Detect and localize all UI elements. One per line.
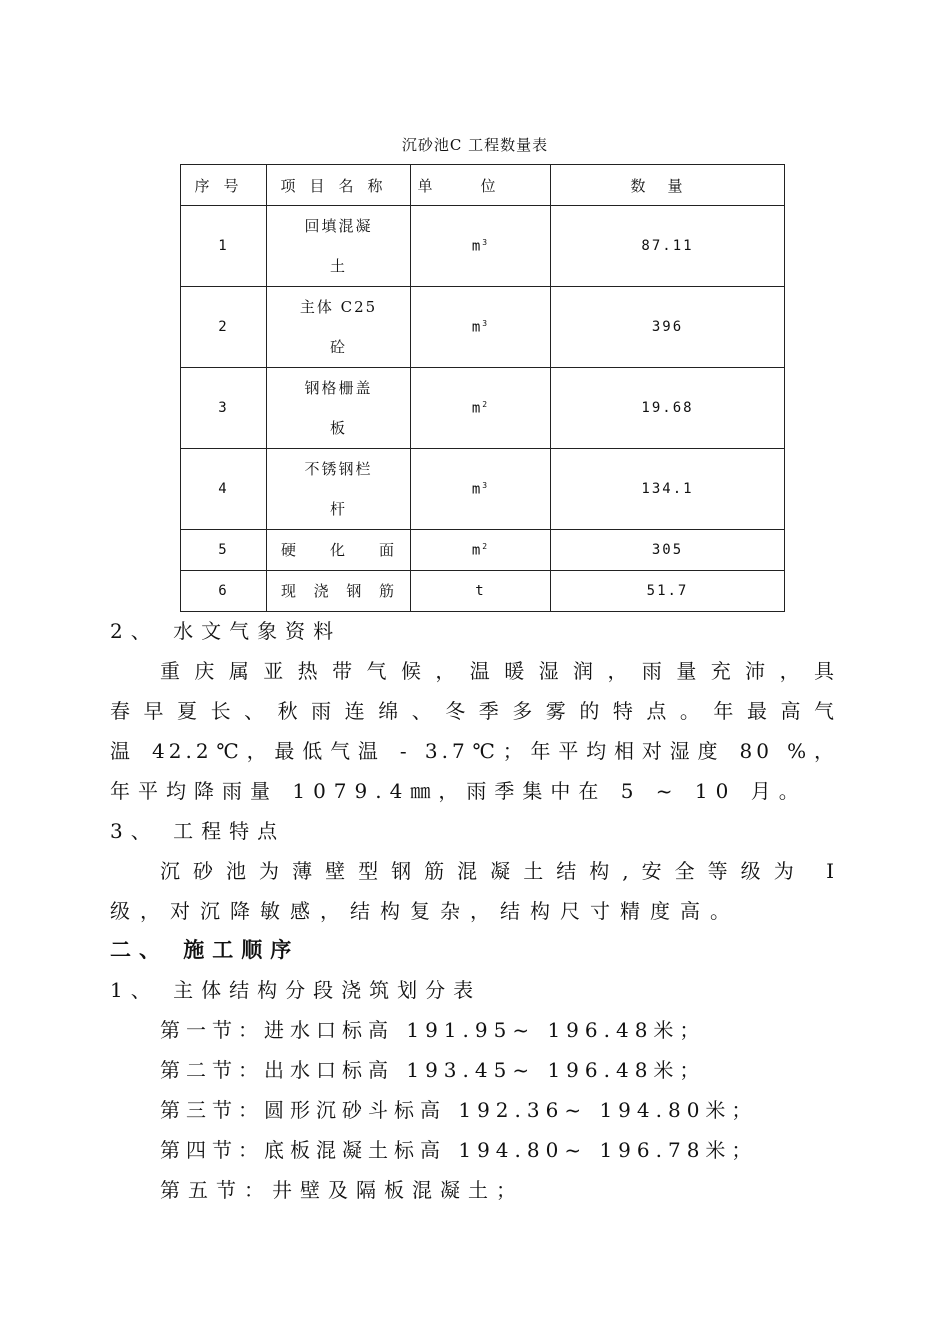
cell-qty: 51.7 — [551, 571, 785, 612]
cell-unit — [411, 571, 551, 612]
cell-seq: 4 — [181, 449, 267, 530]
unit-text: m — [471, 319, 483, 336]
cell-qty: 134.1 — [551, 449, 785, 530]
cell-name: 硬化面 — [267, 530, 411, 571]
cell-seq: 6 — [181, 571, 267, 612]
table-row — [181, 530, 785, 571]
chapter-construction-sequence — [110, 930, 838, 970]
unit-text: m — [471, 542, 483, 559]
cell-unit — [411, 368, 551, 449]
cell-qty: 87.11 — [551, 206, 785, 287]
paragraph-line: 沉砂池为薄壁型钢筋混凝土结构,安全等级为 I — [160, 859, 838, 883]
section-hydrology — [110, 611, 838, 811]
cell-seq: 1 — [181, 206, 267, 287]
name-line2: 板 — [329, 419, 347, 437]
name-line1: 不锈钢栏 — [304, 460, 373, 478]
cell-unit — [411, 449, 551, 530]
unit-sup: 3 — [482, 318, 490, 328]
cell-seq: 5 — [181, 530, 267, 571]
cell-unit — [411, 530, 551, 571]
table-row — [181, 571, 785, 612]
section-pour-segments — [110, 970, 838, 1210]
unit-text: t — [475, 583, 486, 599]
unit-text: m — [471, 238, 483, 255]
list-item: 第四节：底板混凝土标高 194.80~ 196.78米； — [160, 1138, 758, 1162]
section-heading: 2、 水文气象资料 — [110, 619, 342, 643]
chapter-heading: 二、 施工顺序 — [110, 937, 300, 962]
cell-qty: 19.68 — [551, 368, 785, 449]
unit-text: m — [471, 400, 483, 417]
header-qty: 数量 — [551, 165, 785, 206]
name-line1: 回填混凝 — [304, 217, 373, 235]
table-caption: 沉砂池C 工程数量表 — [401, 136, 549, 154]
cell-seq: 2 — [181, 287, 267, 368]
name-line2: 土 — [329, 257, 347, 275]
unit-text: m — [471, 481, 483, 498]
paragraph-line: 春早夏长、秋雨连绵、冬季多雾的特点。年最高气 — [110, 699, 838, 723]
list-item: 第五节：井壁及隔板混凝土； — [160, 1178, 524, 1202]
unit-sup: 3 — [482, 237, 490, 247]
list-item: 第三节：圆形沉砂斗标高 192.36~ 194.80米； — [160, 1098, 758, 1122]
table-row — [181, 449, 785, 530]
list-item: 第二节：出水口标高 193.45~ 196.48米； — [160, 1058, 706, 1082]
unit-sup: 3 — [482, 480, 490, 490]
paragraph-line: 温 42.2℃，最低气温 - 3.7℃；年平均相对湿度 80 %， — [110, 739, 838, 763]
section-heading: 1、 主体结构分段浇筑划分表 — [110, 978, 482, 1002]
paragraph-line: 年平均降雨量 1079.4㎜，雨季集中在 5 ~ 10 月。 — [110, 779, 807, 803]
cell-name — [267, 206, 411, 287]
section-features — [110, 811, 838, 931]
name-line1: 主体 C25 — [299, 298, 378, 316]
cell-name — [267, 449, 411, 530]
cell-unit — [411, 206, 551, 287]
cell-qty: 305 — [551, 530, 785, 571]
cell-name: 现浇钢筋 — [267, 571, 411, 612]
header-seq: 序号 — [181, 165, 267, 206]
unit-sup: 2 — [482, 399, 490, 409]
table-row — [181, 368, 785, 449]
cell-qty: 396 — [551, 287, 785, 368]
table-header-row — [181, 165, 785, 206]
list-item: 第一节：进水口标高 191.95~ 196.48米； — [160, 1018, 706, 1042]
quantity-table — [180, 164, 785, 612]
header-unit: 单位 — [411, 165, 551, 206]
table-row — [181, 206, 785, 287]
cell-seq: 3 — [181, 368, 267, 449]
table-row — [181, 287, 785, 368]
paragraph-line: 级，对沉降敏感，结构复杂，结构尺寸精度高。 — [110, 899, 740, 923]
cell-unit — [411, 287, 551, 368]
cell-name — [267, 287, 411, 368]
header-name: 项目名称 — [267, 165, 411, 206]
paragraph-line: 重庆属亚热带气候，温暖湿润，雨量充沛，具 — [160, 659, 838, 683]
unit-sup: 2 — [482, 541, 490, 551]
cell-name — [267, 368, 411, 449]
name-line1: 钢格栅盖 — [304, 379, 373, 397]
name-line2: 砼 — [329, 338, 347, 356]
name-line2: 杆 — [329, 500, 347, 518]
section-heading: 3、 工程特点 — [110, 819, 286, 843]
